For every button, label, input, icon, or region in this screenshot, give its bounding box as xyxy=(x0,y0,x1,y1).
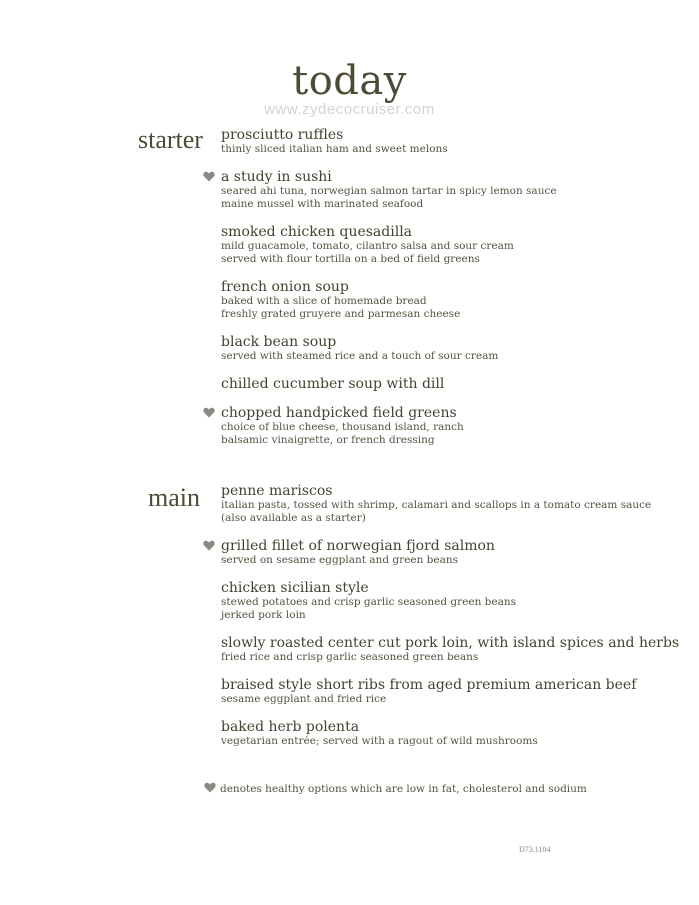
menu-item-name: a study in sushi xyxy=(221,169,332,185)
footnote xyxy=(204,782,587,795)
menu-item-description: italian pasta, tossed with shrimp, calamari and scallops in a tomato cream sauce xyxy=(221,499,652,511)
page-title: today xyxy=(292,58,407,104)
starter-items xyxy=(221,127,681,460)
menu-item-name: smoked chicken quesadilla xyxy=(221,224,413,240)
menu-item xyxy=(221,635,681,664)
menu-item xyxy=(221,127,681,156)
menu-code: D73.1104 xyxy=(519,845,551,854)
heart-icon xyxy=(203,540,215,551)
menu-item-name: grilled fillet of norwegian fjord salmon xyxy=(221,538,495,554)
menu-item-name: chopped handpicked field greens xyxy=(221,405,457,421)
section-label-main: main xyxy=(148,483,200,512)
heart-icon xyxy=(204,782,216,793)
menu-item-name: braised style short ribs from aged premium american beef xyxy=(221,677,637,693)
menu-item xyxy=(221,677,681,706)
menu-item-name: black bean soup xyxy=(221,334,337,350)
menu-item-name: chicken sicilian style xyxy=(221,580,369,596)
menu-item-name: baked herb polenta xyxy=(221,719,360,735)
menu-item-name: french onion soup xyxy=(221,279,349,295)
menu-item xyxy=(221,334,681,363)
menu-item xyxy=(221,483,681,525)
menu-item-description: freshly grated gruyere and parmesan cheese xyxy=(221,308,461,320)
watermark: www.zydecocruiser.com xyxy=(264,101,435,118)
menu-item-name: chilled cucumber soup with dill xyxy=(221,376,445,392)
menu-item-description: maine mussel with marinated seafood xyxy=(221,198,424,210)
menu-item-description: balsamic vinaigrette, or french dressing xyxy=(221,434,435,446)
menu-item-description: fried rice and crisp garlic seasoned green beans xyxy=(221,651,479,663)
menu-item xyxy=(221,719,681,748)
footnote-text: denotes healthy options which are low in fat, cholesterol and sodium xyxy=(220,783,587,795)
menu-item xyxy=(221,169,681,211)
heart-icon xyxy=(203,171,215,182)
menu-item-description: served with flour tortilla on a bed of field greens xyxy=(221,253,480,265)
menu-item xyxy=(221,376,681,392)
menu-item-description: seared ahi tuna, norwegian salmon tartar in spicy lemon sauce xyxy=(221,185,557,197)
menu-item-description: served on sesame eggplant and green beans xyxy=(221,554,459,566)
heart-icon xyxy=(203,407,215,418)
menu-item xyxy=(221,580,681,622)
main-items xyxy=(221,483,681,761)
menu-item xyxy=(221,279,681,321)
menu-item-description: (also available as a starter) xyxy=(221,512,366,524)
menu-item-description: mild guacamole, tomato, cilantro salsa and sour cream xyxy=(221,240,514,252)
menu-item-name: penne mariscos xyxy=(221,483,333,499)
menu-item-description: jerked pork loin xyxy=(221,609,306,621)
menu-item-description: served with steamed rice and a touch of sour cream xyxy=(221,350,499,362)
menu-item xyxy=(221,538,681,567)
section-label-starter: starter xyxy=(138,125,203,154)
menu-item-description: sesame eggplant and fried rice xyxy=(221,693,387,705)
menu-item xyxy=(221,405,681,447)
menu-item-name: slowly roasted center cut pork loin, with island spices and herbs xyxy=(221,635,680,651)
menu-item-description: baked with a slice of homemade bread xyxy=(221,295,427,307)
menu-item xyxy=(221,224,681,266)
menu-item-description: thinly sliced italian ham and sweet melons xyxy=(221,143,448,155)
menu-item-description: choice of blue cheese, thousand island, ranch xyxy=(221,421,464,433)
menu-item-description: stewed potatoes and crisp garlic seasoned green beans xyxy=(221,596,517,608)
menu-item-name: prosciutto ruffles xyxy=(221,127,344,143)
menu-item-description: vegetarian entrée; served with a ragout of wild mushrooms xyxy=(221,735,538,747)
